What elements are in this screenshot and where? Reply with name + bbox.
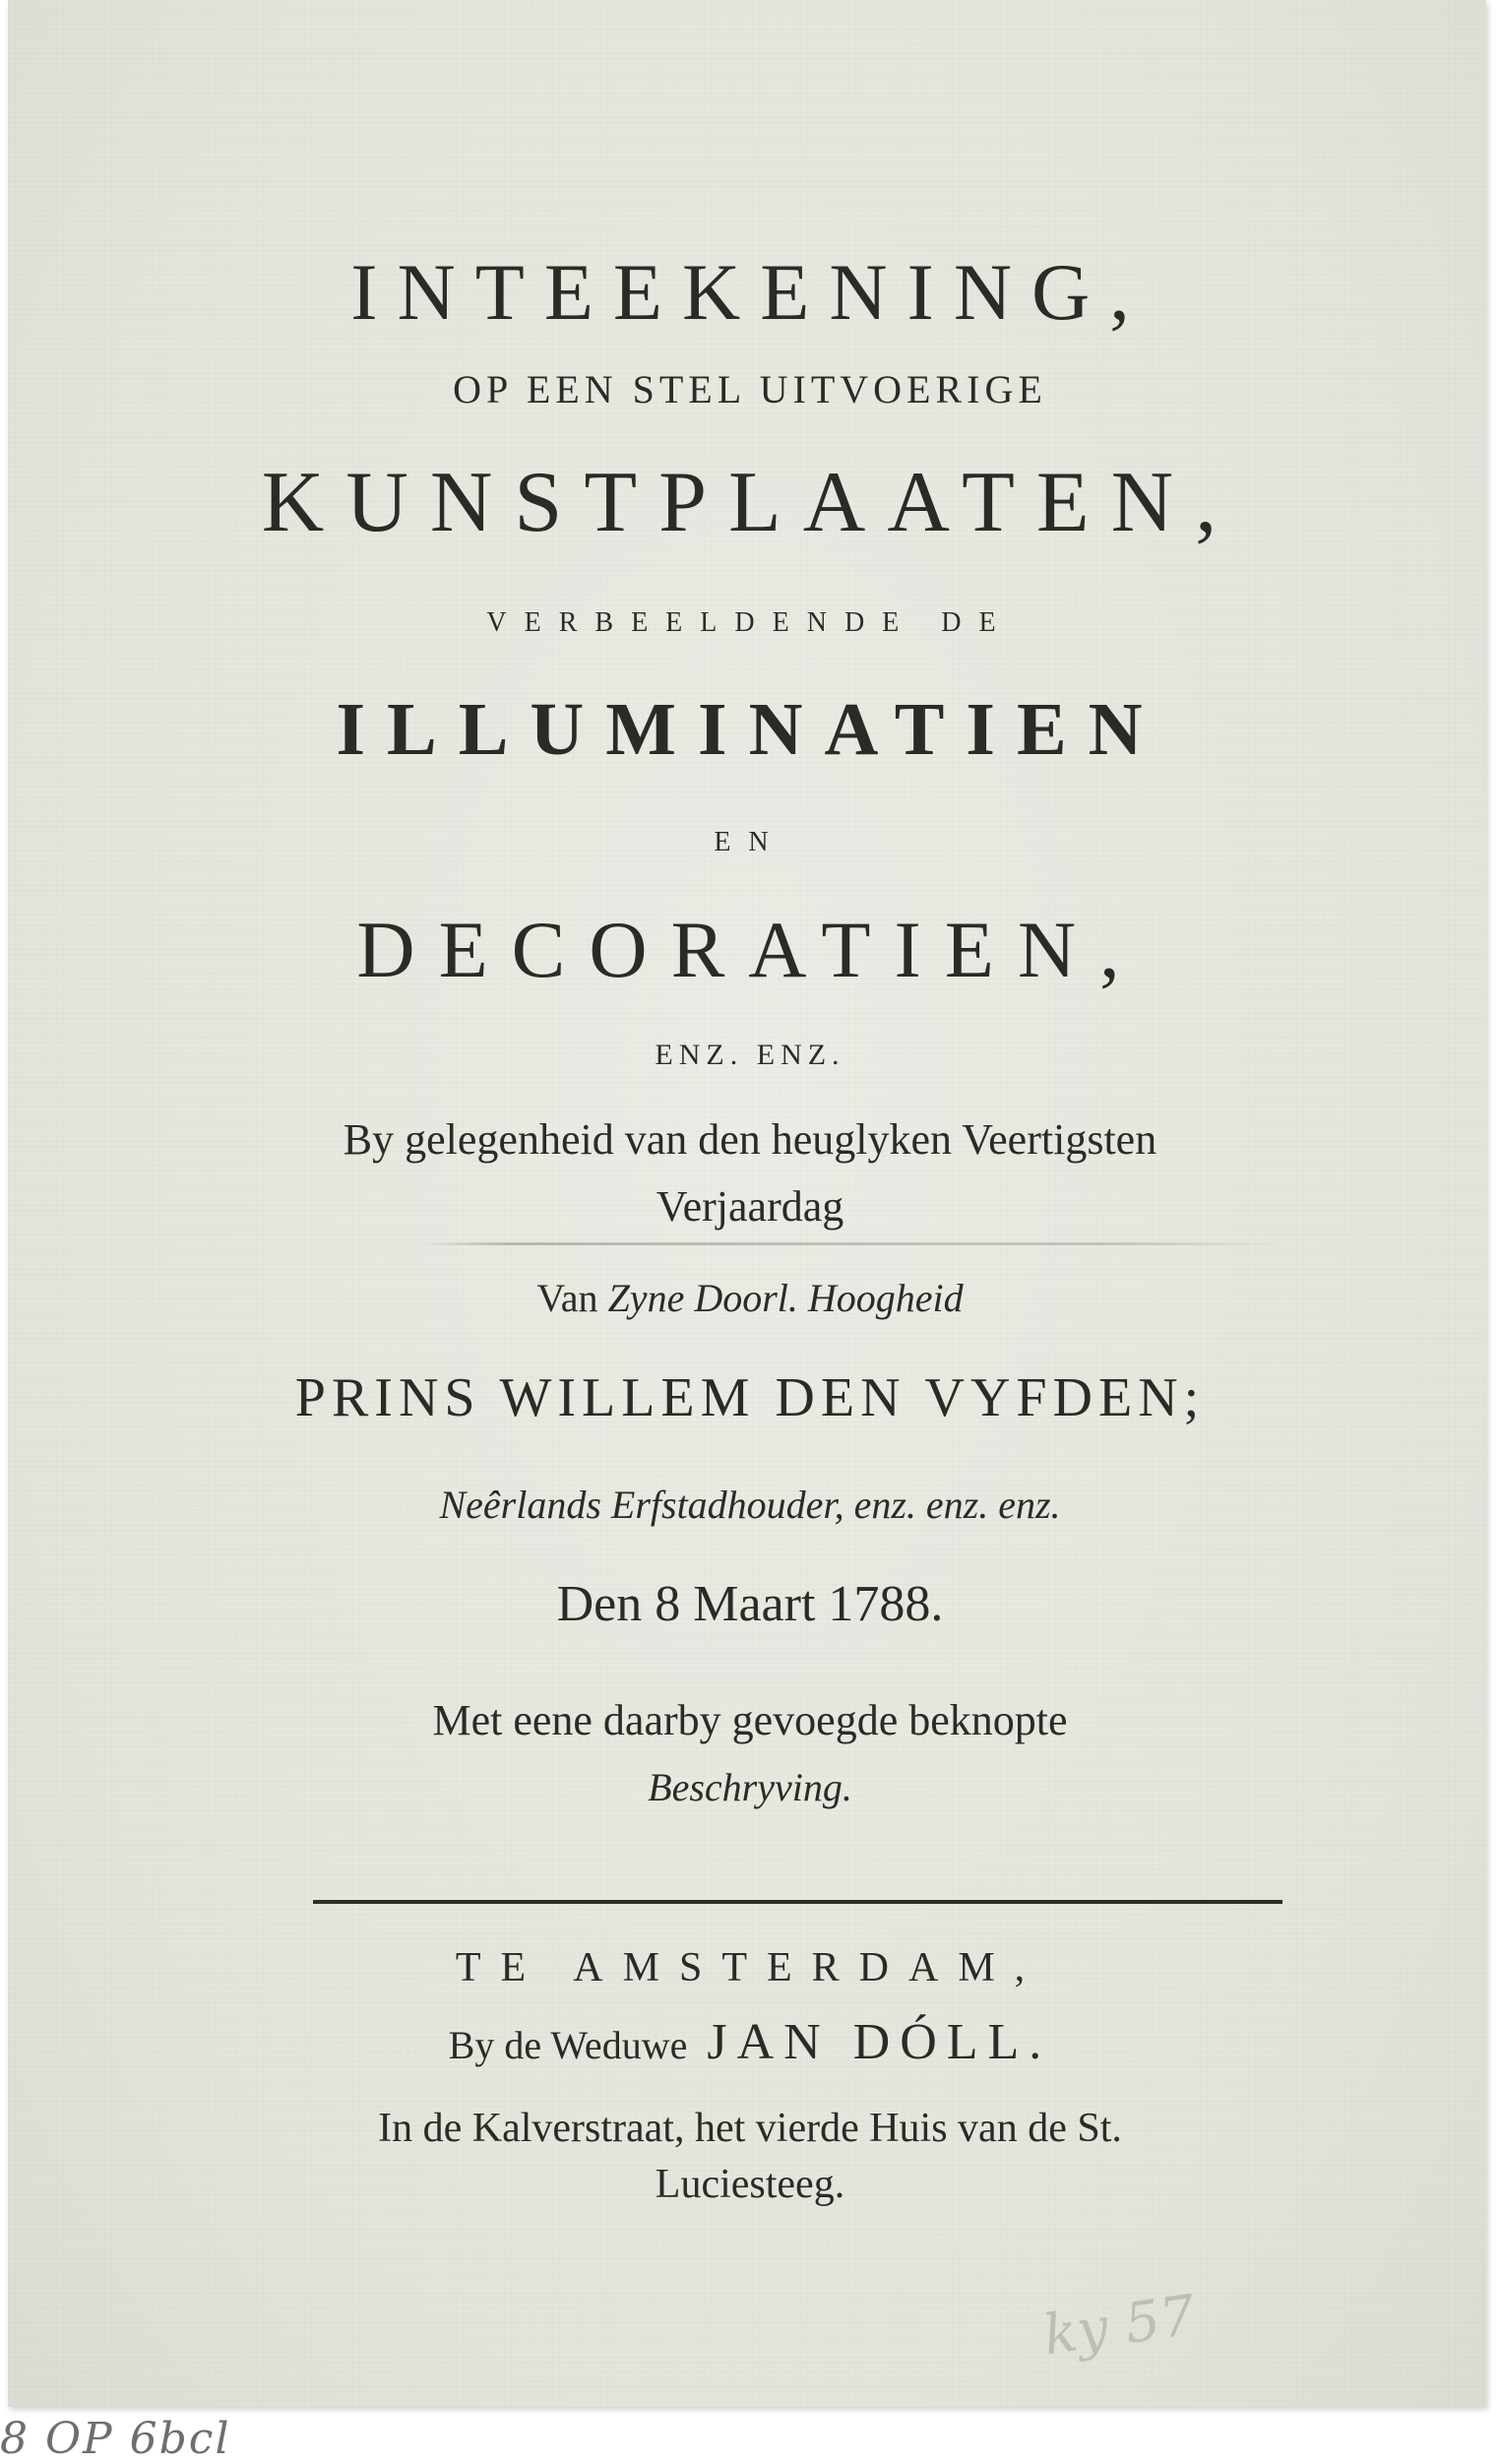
printer-name: JAN DÓLL. <box>707 2014 1052 2070</box>
occasion-line-2: Verjaardag <box>656 1182 844 1231</box>
divider-rule <box>313 1900 1282 1904</box>
imprint-printer <box>0 2013 1500 2071</box>
prince-name: PRINS WILLEM DEN VYFDEN; <box>294 1367 1206 1428</box>
printer-prefix: By de Weduwe <box>448 2023 688 2067</box>
van-honorific: Zyne Doorl. Hoogheid <box>607 1276 964 1320</box>
enz-line: ENZ. ENZ. <box>655 1039 845 1071</box>
title-decoratien: DECORATIEN, <box>356 905 1144 994</box>
title-intekening: INTEEKENING, <box>350 247 1150 337</box>
description-line: Met eene daarby gevoegde beknopte <box>432 1696 1068 1744</box>
beschryving-line: Beschryving. <box>648 1765 852 1809</box>
van-prefix: Van <box>536 1276 608 1320</box>
paper-fold-crease <box>423 1242 1280 1245</box>
pencil-annotation: ky 57 <box>1039 2283 1200 2369</box>
van-line <box>0 1275 1500 1321</box>
verbeeldende-line: VERBEELDENDE DE <box>486 607 1014 638</box>
conjunction-en: EN <box>714 827 786 857</box>
stadhouder-title: Neêrlands Erfstadhouder, enz. enz. enz. <box>439 1483 1061 1527</box>
occasion-line-1: By gelegenheid van den heuglyken Veertigsten <box>343 1115 1157 1164</box>
title-kunstplaaten: KUNSTPLAATEN, <box>261 455 1239 550</box>
title-illuminatien: ILLUMINATIEN <box>336 688 1164 771</box>
imprint-address-1: In de Kalverstraat, het vierde Huis van de St. <box>378 2106 1122 2151</box>
imprint-address-2: Luciesteeg. <box>655 2162 845 2207</box>
date-line: Den 8 Maart 1788. <box>556 1576 944 1632</box>
subtitle-line: OP EEN STEL UITVOERIGE <box>453 367 1047 411</box>
imprint-city: TE AMSTERDAM, <box>455 1945 1045 1990</box>
corner-annotation: 8 OP 6bcl <box>0 2414 231 2464</box>
